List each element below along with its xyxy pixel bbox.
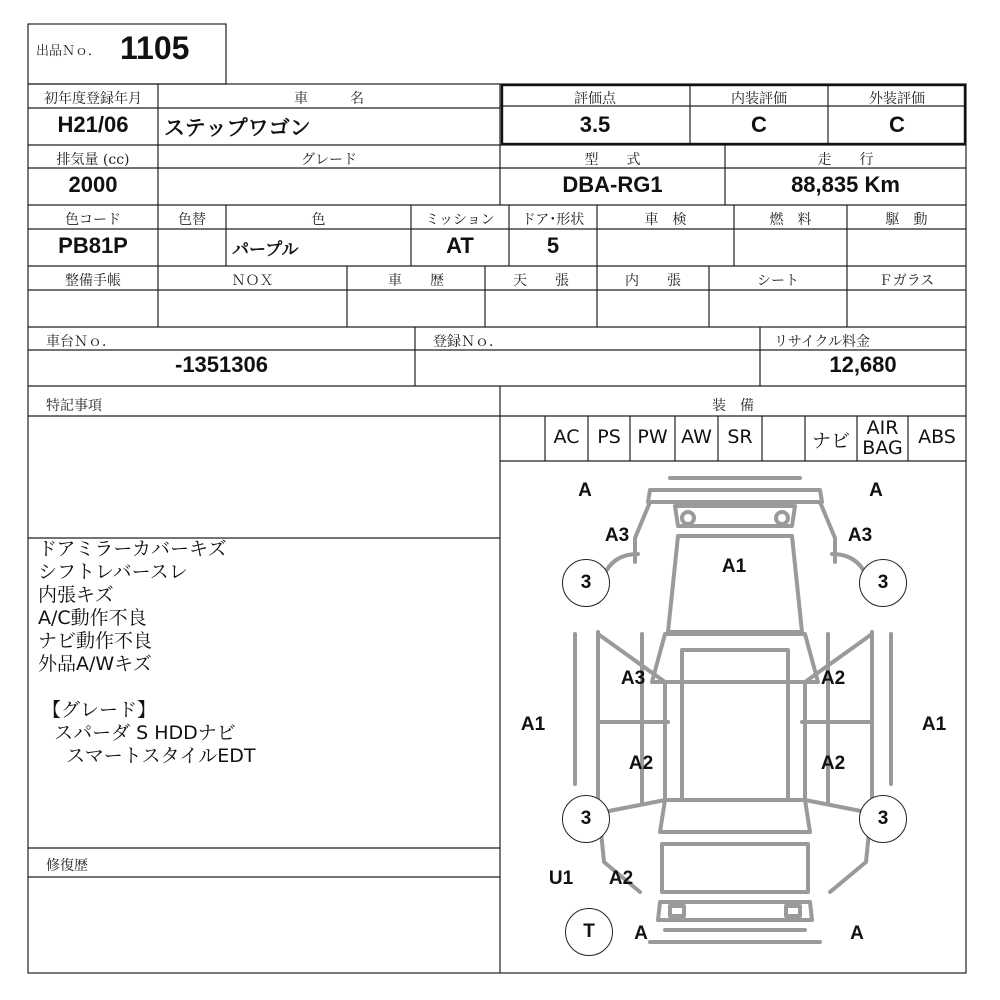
windshield [652,634,818,682]
service-book-label: 整備手帳 [65,273,121,289]
recycle-fee-label: リサイクル料金 [774,334,871,350]
color-code-label: 色コード [65,212,121,228]
mark-tailgate: A2 [608,868,634,889]
mark-front-left-corner: A [578,480,592,501]
fuel-label: 燃 料 [769,212,812,228]
year-label: 初年度登録年月 [44,91,142,107]
mark-left-sill: A1 [520,714,546,735]
mark-front-right-fender: A3 [847,525,873,546]
mileage-label: 走 行 [817,152,874,168]
wheel-front-right: 3 [859,559,907,607]
mission: AT [446,233,474,258]
tailgate [662,844,808,892]
model-label: 型 式 [584,152,641,168]
grade-label: グレード [301,152,357,168]
lot-label: 出品Ｎｏ． [36,44,102,59]
door-count: 5 [546,233,560,258]
equipment-pw: PW [637,426,668,448]
mark-front-left-door: A3 [620,668,646,689]
evaluation-score: 3.5 [579,112,611,137]
headlight-left [682,512,694,524]
roof-lining-label: 天 張 [513,273,569,289]
equipment-sr: SR [727,426,753,448]
exterior-grade-label: 外装評価 [869,91,925,107]
recycle-fee: 12,680 [829,352,897,377]
note-line: 【グレード】 [42,699,157,721]
front-glass-label: Ｆガラス [878,273,935,289]
mark-rear-right-corner: A [850,923,864,944]
mark-rear-left-corner: A [634,923,648,944]
interior-grade: C [751,112,767,137]
chassis-number: -1351306 [175,352,268,377]
car-name-label: 車 名 [294,91,364,107]
equipment-ps: PS [597,426,621,448]
color-code: PB81P [58,233,128,258]
roof [682,650,788,800]
equipment-aw: AW [681,426,712,448]
wheel-rear-left: 3 [562,795,610,843]
spare-tire: T [565,908,613,956]
chassis-no-label: 車台Ｎｏ． [46,334,116,350]
rear-lamp-right [786,906,800,916]
color-change-label: 色替 [178,212,206,228]
equipment-ac: AC [553,426,580,448]
displacement-label: 排気量 (cc) [56,152,130,168]
car-diagram [500,462,966,973]
equipment-abs: ABS [918,426,956,448]
wheel-front-left: 3 [562,559,610,607]
mark-right-sill: A1 [921,714,947,735]
note-line: 内張キズ [38,584,114,606]
mark-front-right-corner: A [869,480,883,501]
score-label: 評価点 [574,91,616,107]
mark-front-left-fender: A3 [604,525,630,546]
mark-left-quarter: U1 [548,868,574,889]
first-registration: H21/06 [57,112,129,137]
note-line: ドアミラーカバーキズ [38,538,227,560]
mark-rear-left-door: A2 [628,753,654,774]
wheel-rear-right: 3 [859,795,907,843]
mark-hood: A1 [721,556,747,577]
rear-window [660,800,810,832]
inspection-label: 車 検 [644,212,687,228]
note-line: ナビ動作不良 [38,630,153,652]
equipment-airbag: AIR BAG [862,417,903,459]
mark-front-right-door: A2 [820,668,846,689]
front-bumper [648,478,822,502]
lot-number: 1105 [120,30,190,66]
mark-rear-right-door: A2 [820,753,846,774]
note-line: スマートスタイルEDT [42,745,256,767]
note-line: スパーダ S HDDナビ [42,722,236,744]
equipment-label: 装 備 [712,398,754,414]
special-notes-label: 特記事項 [46,398,102,414]
color: パープル [232,240,299,259]
color-label: 色 [311,212,326,228]
door-label: ドア･形状 [521,212,585,228]
vehicle-history-label: 車 歴 [388,273,444,289]
equipment-navi: ナビ [811,430,850,452]
displacement: 2000 [68,172,118,197]
repair-history-label: 修復歴 [46,858,88,874]
model-code: DBA-RG1 [562,172,663,197]
note-line: シフトレバースレ [38,561,188,583]
hood [668,536,802,632]
interior-lining-label: 内 張 [625,273,681,289]
nox-label: ＮＯＸ [231,273,274,289]
seat-label: シート [757,273,799,289]
interior-grade-label: 内装評価 [731,91,787,107]
exterior-grade: C [889,112,905,137]
rear-lamp-left [670,906,684,916]
mission-label: ミッション [425,212,495,228]
rear-skirt [650,930,820,942]
headlight-right [776,512,788,524]
registration-no-label: 登録Ｎｏ． [433,334,503,350]
mileage: 88,835 Km [791,172,900,197]
note-line: A/C動作不良 [38,607,147,629]
note-line: 外品A/Wキズ [38,653,152,675]
car-name: ステップワゴン [164,117,311,140]
drive-label: 駆 動 [885,212,928,228]
